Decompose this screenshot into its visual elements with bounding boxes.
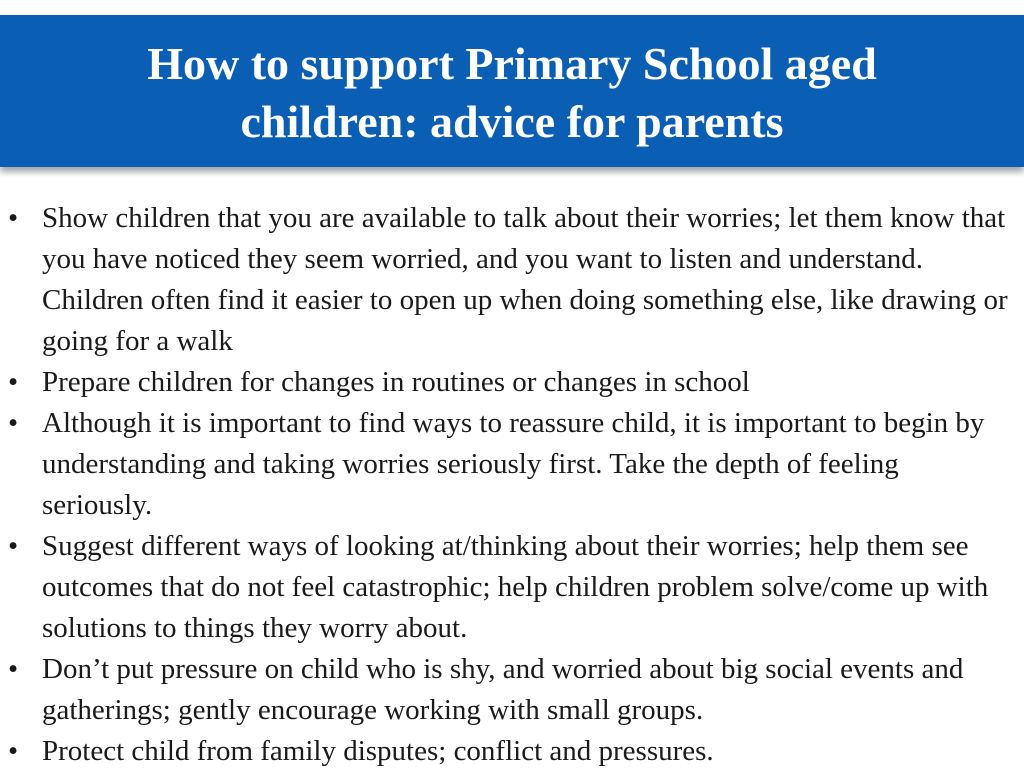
title-banner: [0, 15, 1024, 167]
bullet-list: [0, 198, 1024, 772]
bullet-item: [0, 403, 1024, 526]
bullet-dot-icon: •: [8, 653, 19, 685]
bullet-dot-icon: •: [8, 735, 19, 767]
slide-title-line-2: children: advice for parents: [240, 96, 784, 147]
bullet-item: [0, 362, 1024, 403]
bullet-dot-icon: •: [8, 366, 19, 398]
bullet-text: Although it is important to find ways to reassure child, it is important to begin by understanding and taking worries seriously first. Take the depth of feeling seriously.: [42, 407, 985, 521]
bullet-text: Suggest different ways of looking at/thinking about their worries; help them see outcomes that do not feel catastrophic; help children problem solve/come up with solutions to things they worry about.: [42, 530, 989, 644]
bullet-dot-icon: •: [8, 202, 19, 234]
bullet-text: Prepare children for changes in routines or changes in school: [42, 366, 750, 398]
slide-title: [82, 31, 942, 151]
bullet-dot-icon: •: [8, 530, 19, 562]
slide-title-line-1: How to support Primary School aged: [147, 38, 877, 89]
bullet-item: [0, 526, 1024, 649]
bullet-text: Protect child from family disputes; conflict and pressures.: [42, 735, 714, 767]
bullet-item: [0, 731, 1024, 772]
bullet-item: [0, 198, 1024, 362]
bullet-text: Don’t put pressure on child who is shy, and worried about big social events and gatherings; gently encourage working with small groups.: [42, 653, 964, 726]
bullet-item: [0, 649, 1024, 731]
bullet-text: Show children that you are available to talk about their worries; let them know that you have noticed they seem worried, and you want to listen and understand. Children often find it easier to open up when doing something else, like drawing or going for a walk: [42, 202, 1008, 357]
bullet-dot-icon: •: [8, 407, 19, 439]
